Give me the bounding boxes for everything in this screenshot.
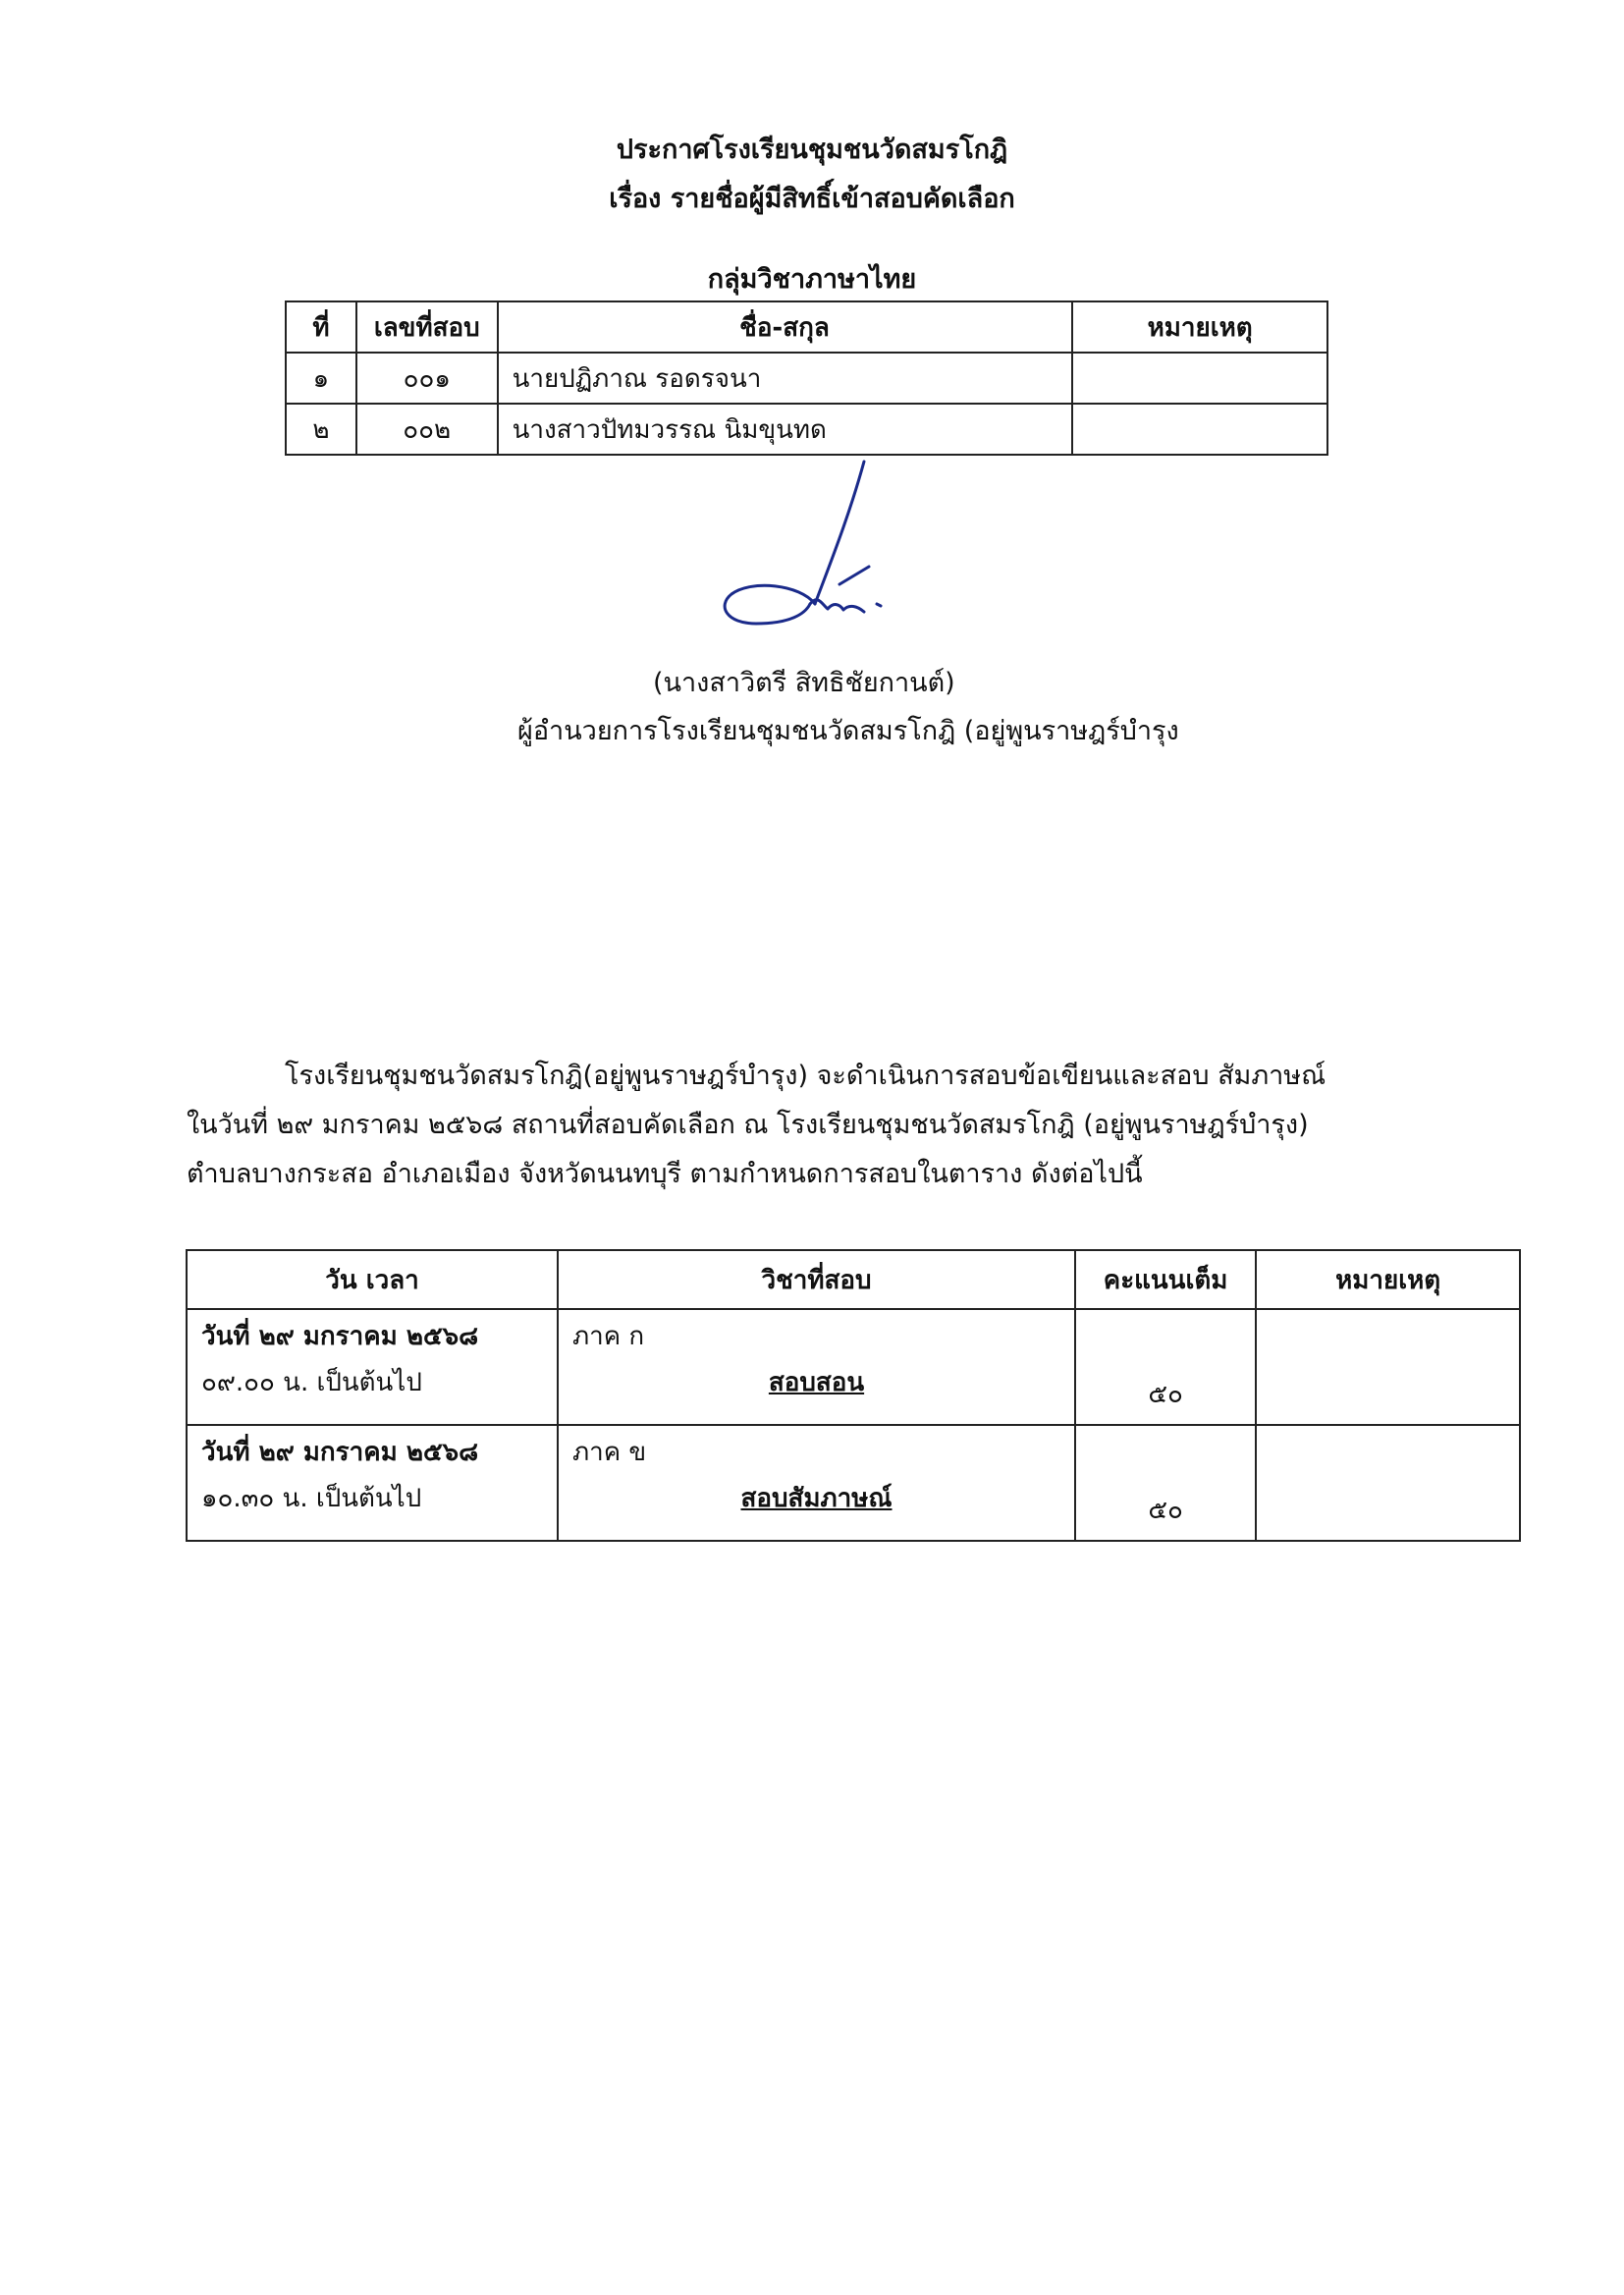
exam-date: วันที่ ๒๙ มกราคม ๒๕๖๘ [201,1438,479,1467]
cell-subject [558,1309,1075,1425]
table-row [286,353,1327,404]
cell-datetime [187,1309,558,1425]
header-subject: วิชาที่สอบ [558,1250,1075,1309]
exam-type: สอบสัมภาษณ์ [740,1484,893,1513]
cell-score: ๕๐ [1075,1425,1256,1541]
cell-note [1256,1425,1520,1541]
announcement-subject: เรื่อง รายชื่อผู้มีสิทธิ์เข้าสอบคัดเลือก [609,184,1015,214]
table-header-row [187,1250,1520,1309]
header-no: ที่ [286,301,356,353]
cell-no: ๑ [286,353,356,404]
cell-note [1072,353,1327,404]
notice-line-3: ตำบลบางกระสอ อำเภอเมือง จังหวัดนนทบุรี ตามกำหนดการสอบในตาราง ดังต่อไปนี้ [187,1159,1143,1189]
schedule-table [186,1249,1521,1542]
exam-time: ๑๐.๓๐ น. เป็นต้นไป [201,1484,422,1513]
header-note: หมายเหตุ [1072,301,1327,353]
cell-subject [558,1425,1075,1541]
cell-name: นางสาวปัทมวรรณ นิมขุนทด [498,404,1073,455]
exam-date: วันที่ ๒๙ มกราคม ๒๕๖๘ [201,1322,479,1351]
table-row [187,1309,1520,1425]
exam-part: ภาค ข [572,1438,647,1467]
cell-note [1072,404,1327,455]
notice-line-2: ในวันที่ ๒๙ มกราคม ๒๕๖๘ สถานที่สอบคัดเลือก ณ โรงเรียนชุมชนวัดสมรโกฎิ (อยู่พูนราษฎร์บำรุง) [187,1110,1309,1140]
table-header-row [286,301,1327,353]
table-row [187,1425,1520,1541]
exam-time: ๐๙.๐๐ น. เป็นต้นไป [201,1368,422,1397]
signature-image [712,457,908,663]
subject-group-title: กลุ่มวิชาภาษาไทย [707,264,917,295]
signer-name: (นางสาวิตรี สิทธิชัยกานต์) [653,668,955,698]
notice-line-1: โรงเรียนชุมชนวัดสมรโกฎิ(อยู่พูนราษฎร์บำรุง) จะดำเนินการสอบข้อเขียนและสอบ สัมภาษณ์ [285,1061,1326,1091]
table-row [286,404,1327,455]
header-exam-id: เลขที่สอบ [356,301,498,353]
header-datetime: วัน เวลา [187,1250,558,1309]
exam-type: สอบสอน [768,1368,865,1397]
cell-note [1256,1309,1520,1425]
header-name: ชื่อ-สกุล [498,301,1073,353]
exam-part: ภาค ก [572,1322,645,1351]
cell-exam-id: ๐๐๒ [356,404,498,455]
cell-no: ๒ [286,404,356,455]
cell-name: นายปฏิภาณ รอดรจนา [498,353,1073,404]
cell-exam-id: ๐๐๑ [356,353,498,404]
cell-datetime [187,1425,558,1541]
candidate-table [285,301,1328,456]
header-full-score: คะแนนเต็ม [1075,1250,1256,1309]
announcement-title: ประกาศโรงเรียนชุมชนวัดสมรโกฎิ [616,135,1008,165]
cell-score: ๕๐ [1075,1309,1256,1425]
header-note: หมายเหตุ [1256,1250,1520,1309]
signer-position: ผู้อำนวยการโรงเรียนชุมชนวัดสมรโกฎิ (อยู่พูนราษฎร์บำรุง [517,716,1179,746]
